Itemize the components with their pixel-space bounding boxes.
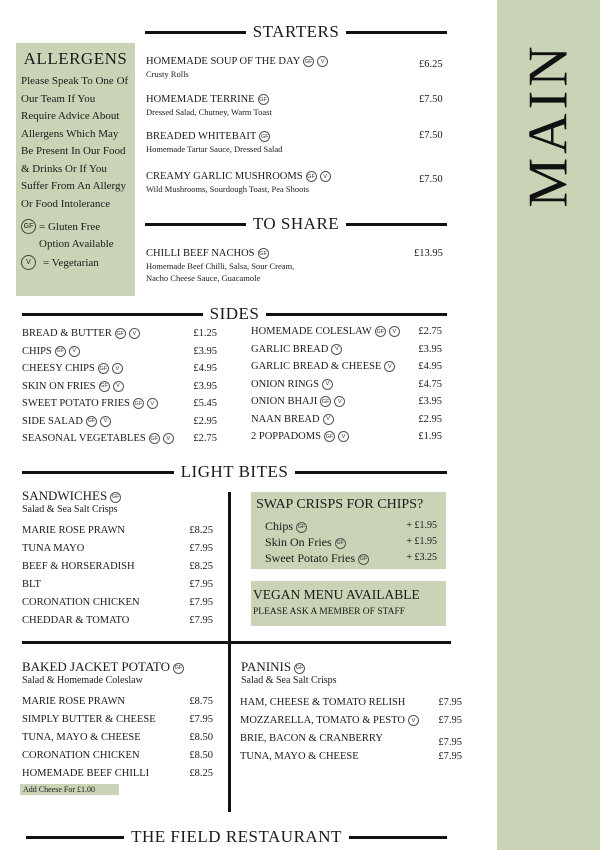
paninis-header <box>241 659 337 686</box>
light-bites-heading <box>22 462 447 482</box>
list-item: TUNA MAYO £7.95 <box>22 543 213 561</box>
list-item: Skin On Fries GF + £1.95 <box>265 535 437 549</box>
item-price: £3.95 <box>193 345 217 357</box>
gluten-free-icon: GF <box>149 433 160 444</box>
item-price: £7.50 <box>419 174 443 185</box>
menu-item <box>146 171 331 194</box>
list-item: HAM, CHEESE & TOMATO RELISH £7.95 <box>240 697 462 715</box>
vegetarian-icon: V <box>338 431 349 442</box>
gluten-free-icon: GF <box>258 94 269 105</box>
gluten-free-icon: GF <box>99 381 110 392</box>
item-name: HOMEMADE TERRINE GF <box>146 94 267 105</box>
list-item: Chips GF + £1.95 <box>265 519 437 533</box>
item-name: CREAMY GARLIC MUSHROOMS GF V <box>146 171 331 182</box>
gluten-free-icon: GF <box>258 248 269 259</box>
item-price: £3.95 <box>193 380 217 392</box>
gluten-free-icon: GF <box>306 171 317 182</box>
sandwiches-title: SANDWICHES GF <box>22 488 120 503</box>
sides-heading <box>22 304 447 324</box>
list-item: CHEDDAR & TOMATO £7.95 <box>22 615 213 633</box>
item-desc: Nacho Cheese Sauce, Guacamole <box>146 273 261 284</box>
vegetarian-icon: V <box>389 326 400 337</box>
gluten-free-icon: GF <box>259 131 270 142</box>
list-item: ONION RINGS V £4.75 <box>251 379 442 397</box>
paninis-subtitle: Salad & Sea Salt Crisps <box>241 675 337 686</box>
item-price: £2.75 <box>418 326 442 337</box>
item-price: £3.95 <box>418 343 442 355</box>
list-item: NAAN BREAD V £2.95 <box>251 414 442 432</box>
gluten-free-icon: GF <box>335 538 346 549</box>
menu-item <box>146 248 294 283</box>
vegetarian-icon: V <box>112 363 123 374</box>
gluten-free-icon: GF <box>375 326 386 337</box>
legend-v-text: = Vegetarian <box>43 257 99 269</box>
divider-horizontal <box>22 641 451 644</box>
jacket-list <box>22 696 213 784</box>
starters-heading <box>145 22 447 42</box>
list-item: BLT £7.95 <box>22 579 213 597</box>
item-price: £2.75 <box>193 433 217 444</box>
gluten-free-icon: GF <box>294 663 305 674</box>
item-price: £8.75 <box>189 696 213 707</box>
item-price: + £1.95 <box>406 520 437 531</box>
list-item: SKIN ON FRIES GF V £3.95 <box>22 381 217 399</box>
item-price: £7.95 <box>438 751 462 762</box>
divider-vertical <box>228 492 231 812</box>
footer-heading-text: THE FIELD RESTAURANT <box>131 827 342 846</box>
list-item: BEEF & HORSERADISH £8.25 <box>22 561 213 579</box>
gluten-free-icon: GF <box>320 396 331 407</box>
gluten-free-icon: GF <box>296 522 307 533</box>
item-price: £8.25 <box>189 561 213 572</box>
list-item: SEASONAL VEGETABLES GF V £2.75 <box>22 433 217 451</box>
gluten-free-icon: GF <box>324 431 335 442</box>
gluten-free-icon: GF <box>115 328 126 339</box>
list-item: CHEESY CHIPS GF V £4.95 <box>22 363 217 381</box>
vegetarian-icon: V <box>317 56 328 67</box>
gluten-free-icon: GF <box>98 363 109 374</box>
sidebar <box>497 0 600 850</box>
light-bites-heading-text: LIGHT BITES <box>180 462 289 481</box>
vegetarian-icon: V <box>163 433 174 444</box>
item-price: + £3.25 <box>406 552 437 563</box>
allergens-title: ALLERGENS <box>23 49 128 68</box>
vegan-title: VEGAN MENU AVAILABLE <box>253 587 420 602</box>
item-price: £8.25 <box>189 768 213 779</box>
jacket-title: BAKED JACKET POTATO GF <box>22 659 183 674</box>
item-price: £7.95 <box>189 543 213 554</box>
add-cheese-note: Add Cheese For £1.00 <box>20 784 119 795</box>
paninis-list <box>240 697 462 769</box>
list-item: MARIE ROSE PRAWN £8.25 <box>22 525 213 543</box>
item-price: £4.75 <box>418 378 442 390</box>
sandwiches-header <box>22 488 121 515</box>
legend-gf-text: = Gluten Free <box>39 221 101 233</box>
sides-right-list <box>251 326 442 449</box>
swap-title: SWAP CRISPS FOR CHIPS? <box>256 497 424 512</box>
vegetarian-icon: V <box>322 379 333 390</box>
item-price: £7.95 <box>189 579 213 590</box>
item-name: CHILLI BEEF NACHOS GF <box>146 248 267 259</box>
list-item: HOMEMADE COLESLAW GF V £2.75 <box>251 326 442 344</box>
list-item: ONION BHAJI GF V £3.95 <box>251 396 442 414</box>
menu-item <box>146 131 282 154</box>
vegetarian-icon: V <box>69 346 80 357</box>
legend-gf <box>21 219 130 236</box>
vegetarian-icon: V <box>331 344 342 355</box>
list-item: SWEET POTATO FRIES GF V £5.45 <box>22 398 217 416</box>
item-desc: Homemade Beef Chilli, Salsa, Sour Cream, <box>146 261 295 272</box>
item-price: £6.25 <box>419 59 443 70</box>
jacket-header <box>22 659 184 686</box>
list-item: GARLIC BREAD V £3.95 <box>251 344 442 362</box>
item-desc: Wild Mushrooms, Sourdough Toast, Pea Shoots <box>146 184 310 195</box>
allergens-text: Please Speak To One Of Our Team If You Require Advice About Allergens Which May Be Present In Our Food & Drinks Or If You Suffer From An Allergy Or Food Intolerance <box>21 75 129 210</box>
legend-gf-2 <box>21 236 130 253</box>
swap-crisps-box <box>251 492 446 569</box>
item-price: £7.95 <box>189 615 213 626</box>
item-price: £4.95 <box>418 361 442 372</box>
list-item: SIDE SALAD GF V £2.95 <box>22 416 217 434</box>
sandwiches-list <box>22 525 213 633</box>
item-price: £7.95 <box>438 715 462 726</box>
item-price: £7.95 <box>189 597 213 608</box>
vegetarian-icon: V <box>100 416 111 427</box>
item-desc: Homemade Tartar Sauce, Dressed Salad <box>146 144 283 155</box>
vegetarian-icon: V <box>334 396 345 407</box>
sides-left-list <box>22 328 217 451</box>
to-share-heading-text: TO SHARE <box>252 214 340 233</box>
gluten-free-icon: GF <box>303 56 314 67</box>
main-label: MAIN <box>517 42 580 208</box>
item-price: £8.50 <box>189 732 213 743</box>
list-item: MARIE ROSE PRAWN £8.75 <box>22 696 213 714</box>
item-price: £2.95 <box>193 415 217 427</box>
vegetarian-icon: V <box>384 361 395 372</box>
item-price: £3.95 <box>418 396 442 407</box>
starters-heading-text: STARTERS <box>252 22 340 41</box>
gluten-free-icon: GF <box>86 416 97 427</box>
item-price: £8.25 <box>189 525 213 536</box>
list-item: Sweet Potato Fries GF + £3.25 <box>265 551 437 565</box>
footer-heading <box>26 827 447 847</box>
list-item: CHIPS GF V £3.95 <box>22 346 217 364</box>
gluten-free-icon: GF <box>358 554 369 565</box>
menu-item <box>146 56 328 79</box>
list-item: BRIE, BACON & CRANBERRY £7.95 <box>240 733 462 751</box>
item-price: £7.95 <box>189 714 213 725</box>
list-item: TUNA, MAYO & CHEESE £7.95 <box>240 751 462 769</box>
vegetarian-icon: V <box>408 715 419 726</box>
to-share-heading <box>145 214 447 234</box>
vegan-text: PLEASE ASK A MEMBER OF STAFF <box>253 607 406 617</box>
item-price: £7.50 <box>419 94 443 105</box>
sidebar-title <box>497 0 600 250</box>
gluten-free-icon: GF <box>133 398 144 409</box>
sandwiches-subtitle: Salad & Sea Salt Crisps <box>22 504 118 515</box>
item-price: £13.95 <box>414 248 443 259</box>
list-item: HOMEMADE BEEF CHILLI £8.25 <box>22 768 213 784</box>
allergens-box <box>16 43 135 296</box>
list-item: GARLIC BREAD & CHEESE V £4.95 <box>251 361 442 379</box>
item-desc: Dressed Salad, Chutney, Warm Toast <box>146 107 272 118</box>
item-price: £1.95 <box>418 431 442 442</box>
item-price: £5.45 <box>193 398 217 409</box>
legend-gf-text-2: Option Available <box>39 238 114 250</box>
vegetarian-icon: V <box>113 381 124 392</box>
vegan-menu-box <box>251 581 446 626</box>
item-price: £1.25 <box>193 328 217 339</box>
vegetarian-icon: V <box>147 398 158 409</box>
list-item: TUNA, MAYO & CHEESE £8.50 <box>22 732 213 750</box>
vegetarian-icon: V <box>129 328 140 339</box>
item-desc: Crusty Rolls <box>146 69 189 80</box>
vegetarian-icon: V <box>320 171 331 182</box>
item-price: £2.95 <box>418 413 442 425</box>
list-item: SIMPLY BUTTER & CHEESE £7.95 <box>22 714 213 732</box>
item-price: £4.95 <box>193 363 217 374</box>
gluten-free-icon: GF <box>173 663 184 674</box>
vegetarian-icon: V <box>323 414 334 425</box>
gluten-free-icon: GF <box>55 346 66 357</box>
paninis-title: PANINIS GF <box>241 659 304 674</box>
gluten-free-icon: GF <box>21 219 36 234</box>
item-price: £7.95 <box>438 697 462 708</box>
list-item: CORONATION CHICKEN £8.50 <box>22 750 213 768</box>
legend-v <box>21 255 130 272</box>
item-name: BREADED WHITEBAIT GF <box>146 131 269 142</box>
item-name: HOMEMADE SOUP OF THE DAY GF V <box>146 56 328 67</box>
item-price: £7.95 <box>438 737 462 748</box>
gluten-free-icon: GF <box>110 492 121 503</box>
sides-heading-text: SIDES <box>209 304 260 323</box>
list-item: 2 POPPADOMS GF V £1.95 <box>251 431 442 449</box>
item-price: £7.50 <box>419 130 443 141</box>
vegetarian-icon: V <box>21 255 36 270</box>
list-item: MOZZARELLA, TOMATO & PESTO V £7.95 <box>240 715 462 733</box>
jacket-subtitle: Salad & Homemade Coleslaw <box>22 675 143 686</box>
item-price: £8.50 <box>189 750 213 761</box>
menu-item <box>146 94 272 117</box>
item-price: + £1.95 <box>406 536 437 547</box>
list-item: CORONATION CHICKEN £7.95 <box>22 597 213 615</box>
list-item: BREAD & BUTTER GF V £1.25 <box>22 328 217 346</box>
